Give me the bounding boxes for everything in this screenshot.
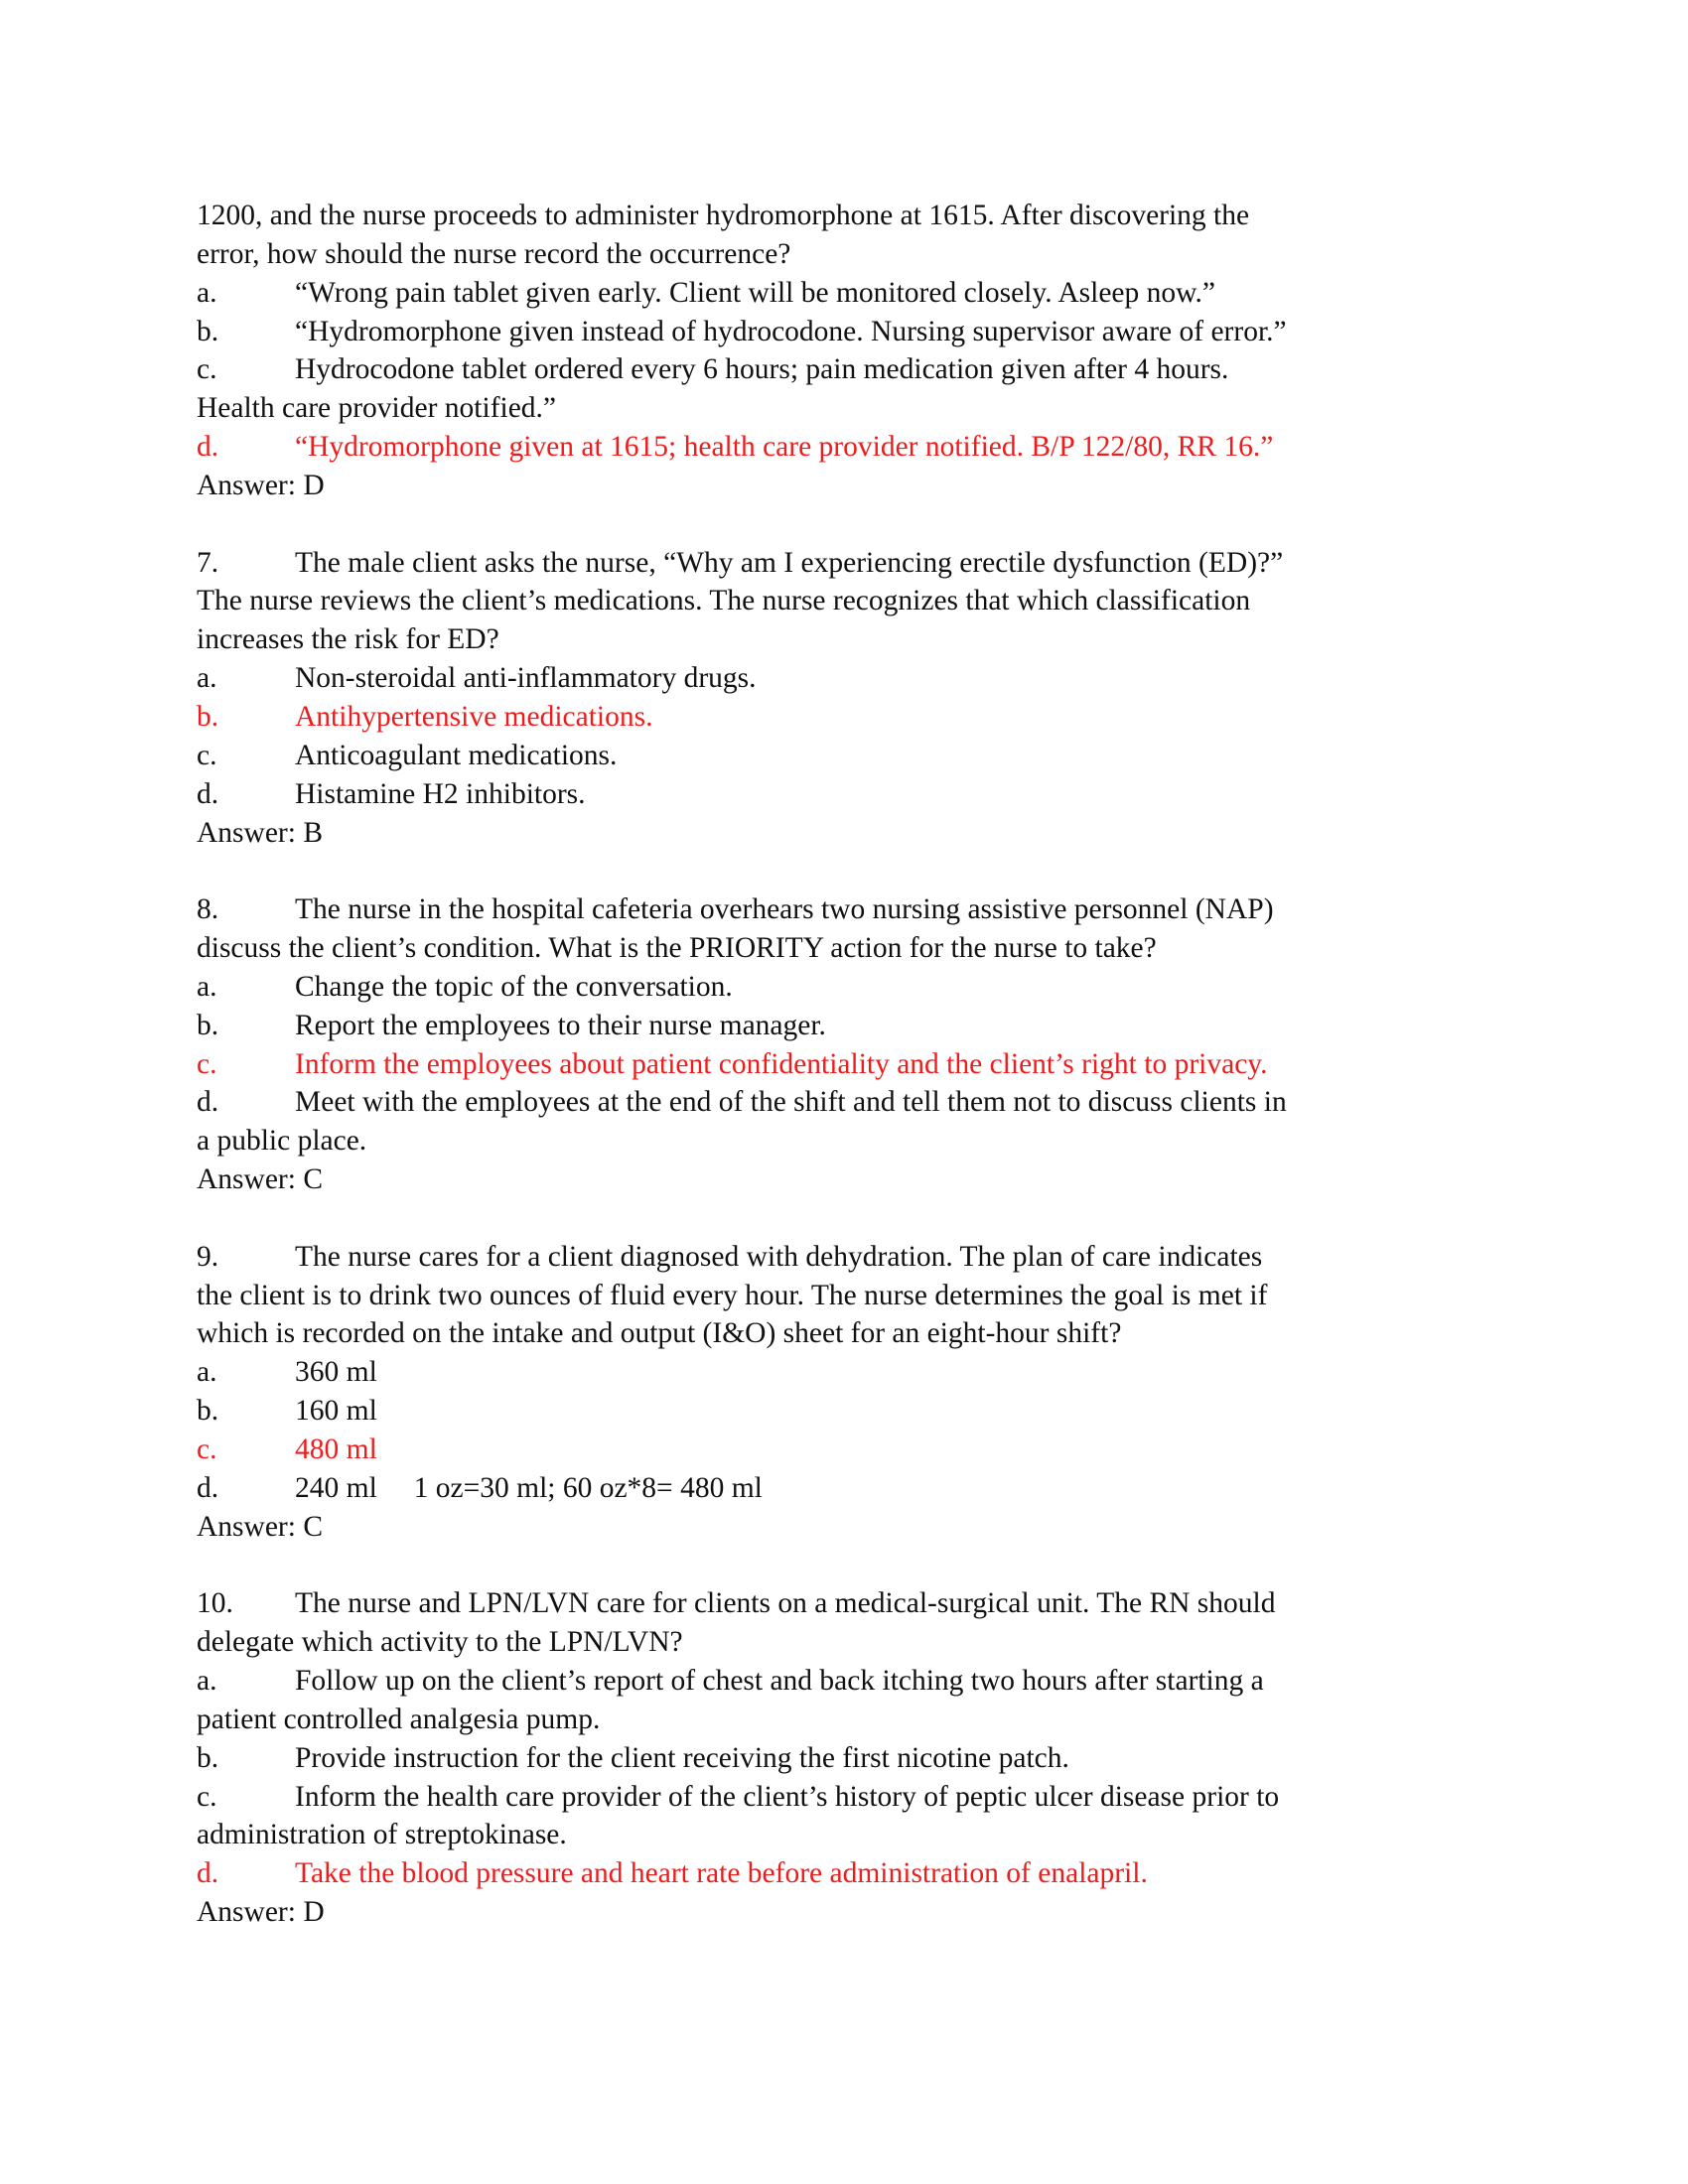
item-label: c. <box>197 739 217 771</box>
item-text: patient controlled analgesia pump. <box>197 1703 601 1735</box>
item-label: 8. <box>197 893 219 926</box>
question-line <box>197 968 1507 1007</box>
blank-line <box>197 1199 1507 1238</box>
answer-line <box>197 1893 1507 1932</box>
item-label: a. <box>197 970 217 1003</box>
question-line <box>197 890 1507 929</box>
item-text: 240 ml 1 oz=30 ml; 60 oz*8= 480 ml <box>295 1471 763 1504</box>
item-text: Report the employees to their nurse manager. <box>295 1009 826 1041</box>
item-label: d. <box>197 777 219 810</box>
item-text: Histamine H2 inhibitors. <box>295 777 586 810</box>
item-label: b. <box>197 1741 219 1774</box>
item-label: a. <box>197 662 217 695</box>
item-text: administration of streptokinase. <box>197 1819 567 1851</box>
item-label: d. <box>197 1857 219 1890</box>
item-text: Take the blood pressure and heart rate before administration of enalapril. <box>295 1857 1148 1890</box>
question-line <box>197 1238 1507 1277</box>
question-line <box>197 389 1507 428</box>
item-text: Anticoagulant medications. <box>295 739 618 771</box>
item-label: c. <box>197 1780 217 1813</box>
item-text: Meet with the employees at the end of the shift and tell them not to discuss clients in <box>295 1086 1287 1119</box>
item-text: “Hydromorphone given instead of hydrocodone. Nursing supervisor aware of error.” <box>295 315 1287 347</box>
question-line <box>197 1083 1507 1122</box>
item-text: Answer: C <box>197 1163 324 1196</box>
question-line <box>197 1007 1507 1045</box>
blank-line <box>197 505 1507 544</box>
item-label: 9. <box>197 1240 219 1273</box>
question-line <box>197 582 1507 620</box>
item-text: which is recorded on the intake and output (I&O) sheet for an eight-hour shift? <box>197 1317 1122 1350</box>
question-line <box>197 737 1507 775</box>
question-line <box>197 1469 1507 1508</box>
correct-option-line <box>197 1854 1507 1893</box>
item-label: b. <box>197 700 219 733</box>
item-label: 7. <box>197 546 219 579</box>
item-label: c. <box>197 353 217 386</box>
item-text: a public place. <box>197 1125 367 1158</box>
question-line <box>197 775 1507 814</box>
item-text: Answer: D <box>197 1896 325 1929</box>
item-text: Change the topic of the conversation. <box>295 970 733 1003</box>
item-text: The nurse cares for a client diagnosed with dehydration. The plan of care indicates <box>295 1240 1263 1273</box>
item-text: The nurse and LPN/LVN care for clients on a medical-surgical unit. The RN should <box>295 1587 1276 1620</box>
question-line <box>197 235 1507 274</box>
question-line <box>197 1392 1507 1431</box>
item-text: 360 ml <box>295 1356 377 1389</box>
question-line <box>197 1701 1507 1739</box>
item-text: Answer: C <box>197 1510 324 1543</box>
item-text: Health care provider notified.” <box>197 392 557 425</box>
question-line <box>197 620 1507 659</box>
answer-line <box>197 814 1507 853</box>
item-text: “Hydromorphone given at 1615; health care provider notified. B/P 122/80, RR 16.” <box>295 431 1274 464</box>
item-text: Inform the employees about patient confidentiality and the client’s right to privacy. <box>295 1047 1268 1080</box>
answer-line <box>197 467 1507 505</box>
item-text: Provide instruction for the client receiving the first nicotine patch. <box>295 1741 1069 1774</box>
item-text: Hydrocodone tablet ordered every 6 hours; pain medication given after 4 hours. <box>295 353 1229 386</box>
item-text: Answer: D <box>197 469 325 501</box>
question-line <box>197 1353 1507 1392</box>
correct-option-line <box>197 428 1507 467</box>
item-text: Non-steroidal anti-inflammatory drugs. <box>295 662 757 695</box>
item-text: Antihypertensive medications. <box>295 700 653 733</box>
document-page <box>197 197 1507 1932</box>
answer-line <box>197 1508 1507 1547</box>
item-text: 160 ml <box>295 1395 377 1428</box>
question-line <box>197 274 1507 313</box>
question-line <box>197 929 1507 968</box>
item-text: The nurse in the hospital cafeteria overhears two nursing assistive personnel (NAP) <box>295 893 1274 926</box>
item-label: a. <box>197 1356 217 1389</box>
item-label: 10. <box>197 1587 233 1620</box>
question-line <box>197 313 1507 351</box>
item-label: b. <box>197 315 219 347</box>
correct-option-line <box>197 1431 1507 1469</box>
item-label: a. <box>197 276 217 309</box>
item-label: c. <box>197 1433 217 1465</box>
question-line <box>197 1778 1507 1817</box>
blank-line <box>197 852 1507 890</box>
item-text: Follow up on the client’s report of chest and back itching two hours after starting a <box>295 1665 1264 1698</box>
item-text: Inform the health care provider of the client’s history of peptic ulcer disease prior to <box>295 1780 1280 1813</box>
question-line <box>197 1623 1507 1662</box>
question-line <box>197 1739 1507 1778</box>
item-text: increases the risk for ED? <box>197 623 499 656</box>
item-label: b. <box>197 1395 219 1428</box>
item-label: a. <box>197 1665 217 1698</box>
item-label: d. <box>197 1086 219 1119</box>
answer-line <box>197 1160 1507 1199</box>
item-text: “Wrong pain tablet given early. Client will be monitored closely. Asleep now.” <box>295 276 1215 309</box>
item-text: error, how should the nurse record the occurrence? <box>197 237 791 270</box>
item-text: 480 ml <box>295 1433 377 1465</box>
question-line <box>197 197 1507 235</box>
item-text: 1200, and the nurse proceeds to administer hydromorphone at 1615. After discovering the <box>197 200 1250 231</box>
question-line <box>197 1277 1507 1315</box>
question-line <box>197 350 1507 389</box>
question-line <box>197 1122 1507 1160</box>
question-line <box>197 1314 1507 1353</box>
question-line <box>197 659 1507 698</box>
item-text: discuss the client’s condition. What is the PRIORITY action for the nurse to take? <box>197 932 1157 965</box>
item-text: The male client asks the nurse, “Why am I experiencing erectile dysfunction (ED)?” <box>295 546 1284 579</box>
item-label: d. <box>197 1471 219 1504</box>
question-line <box>197 1816 1507 1854</box>
question-line <box>197 1584 1507 1623</box>
item-text: delegate which activity to the LPN/LVN? <box>197 1626 683 1659</box>
item-text: the client is to drink two ounces of fluid every hour. The nurse determines the goal is met if <box>197 1279 1268 1311</box>
item-label: d. <box>197 431 219 464</box>
question-line <box>197 544 1507 583</box>
item-text: The nurse reviews the client’s medications. The nurse recognizes that which classification <box>197 585 1251 617</box>
item-text: Answer: B <box>197 816 324 849</box>
question-line <box>197 1662 1507 1701</box>
item-label: b. <box>197 1009 219 1041</box>
correct-option-line <box>197 698 1507 737</box>
blank-line <box>197 1547 1507 1585</box>
item-label: c. <box>197 1047 217 1080</box>
correct-option-line <box>197 1045 1507 1084</box>
